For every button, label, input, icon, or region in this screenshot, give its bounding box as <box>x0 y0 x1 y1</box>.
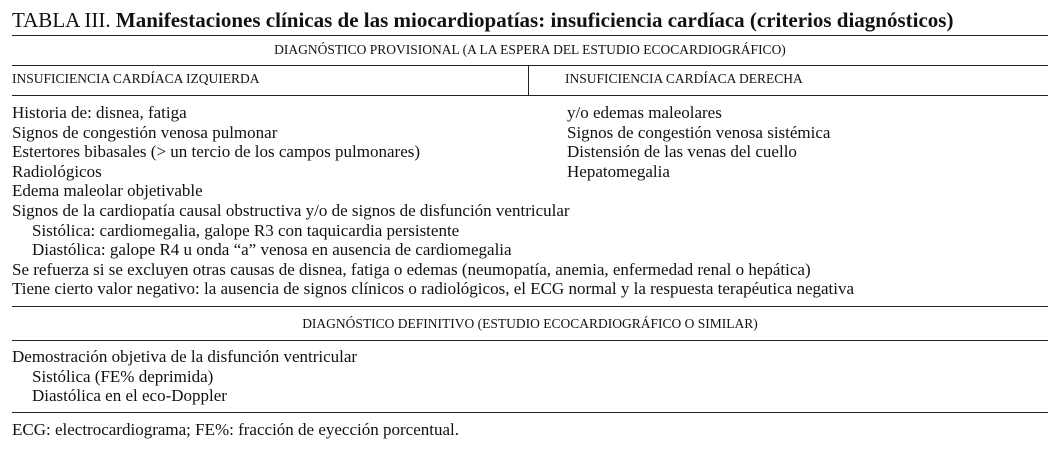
definitive-header-rule <box>12 340 1048 341</box>
list-item: Se refuerza si se excluyen otras causas de disnea, fatiga o edemas (neumopatía, anemia, enfermedad renal o hepática) <box>12 259 811 279</box>
left-column-header: INSUFICIENCIA CARDÍACA IZQUIERDA <box>12 71 260 86</box>
table-title-text: Manifestaciones clínicas de las miocardiopatías: insuficiencia cardíaca (criterios diagnósticos) <box>115 8 954 32</box>
list-item: Radiológicos <box>12 161 102 181</box>
table-title <box>12 8 953 33</box>
provisional-header: DIAGNÓSTICO PROVISIONAL (A LA ESPERA DEL ESTUDIO ECOCARDIOGRÁFICO) <box>274 42 786 57</box>
list-item: Edema maleolar objetivable <box>12 181 203 200</box>
table-label: TABLA III. <box>12 8 111 32</box>
list-item: Distensión de las venas del cuello <box>567 142 797 161</box>
shared-criteria-list <box>12 201 854 299</box>
right-criteria-list <box>567 103 830 181</box>
list-item: Tiene cierto valor negativo: la ausencia de signos clínicos o radiológicos, el ECG normal y la respuesta terapéutica negativa <box>12 279 855 298</box>
list-item: Demostración objetiva de la disfunción ventricular <box>12 347 358 366</box>
list-item: Historia de: disnea, fatiga <box>12 103 187 122</box>
list-item: y/o edemas maleolares <box>567 103 722 122</box>
top-rule <box>12 35 1048 36</box>
footnote: ECG: electrocardiograma; FE%: fracción de eyección porcentual. <box>12 420 459 439</box>
list-item: Hepatomegalia <box>567 161 670 181</box>
list-item: Signos de la cardiopatía causal obstructiva y/o de signos de disfunción ventricular <box>12 201 570 220</box>
list-item-indented: Diastólica: galope R4 u onda “a” venosa en ausencia de cardiomegalia <box>32 240 512 259</box>
list-item: Signos de congestión venosa pulmonar <box>12 122 278 142</box>
list-item: Estertores bibasales (> un tercio de los campos pulmonares) <box>12 142 421 161</box>
column-divider <box>528 66 529 95</box>
middle-rule <box>12 306 1048 307</box>
right-column-header: INSUFICIENCIA CARDÍACA DERECHA <box>565 71 803 86</box>
subheader-rule <box>12 65 1048 66</box>
bottom-rule <box>12 412 1048 413</box>
left-criteria-list <box>12 103 420 201</box>
column-header-rule <box>12 95 1048 96</box>
list-item: Signos de congestión venosa sistémica <box>567 122 831 142</box>
definitive-header: DIAGNÓSTICO DEFINITIVO (ESTUDIO ECOCARDIOGRÁFICO O SIMILAR) <box>302 316 758 331</box>
definitive-criteria-list <box>12 347 357 406</box>
list-item-indented: Sistólica (FE% deprimida) <box>32 366 214 386</box>
list-item-indented: Diastólica en el eco-Doppler <box>32 386 227 405</box>
list-item-indented: Sistólica: cardiomegalia, galope R3 con taquicardia persistente <box>32 220 460 240</box>
